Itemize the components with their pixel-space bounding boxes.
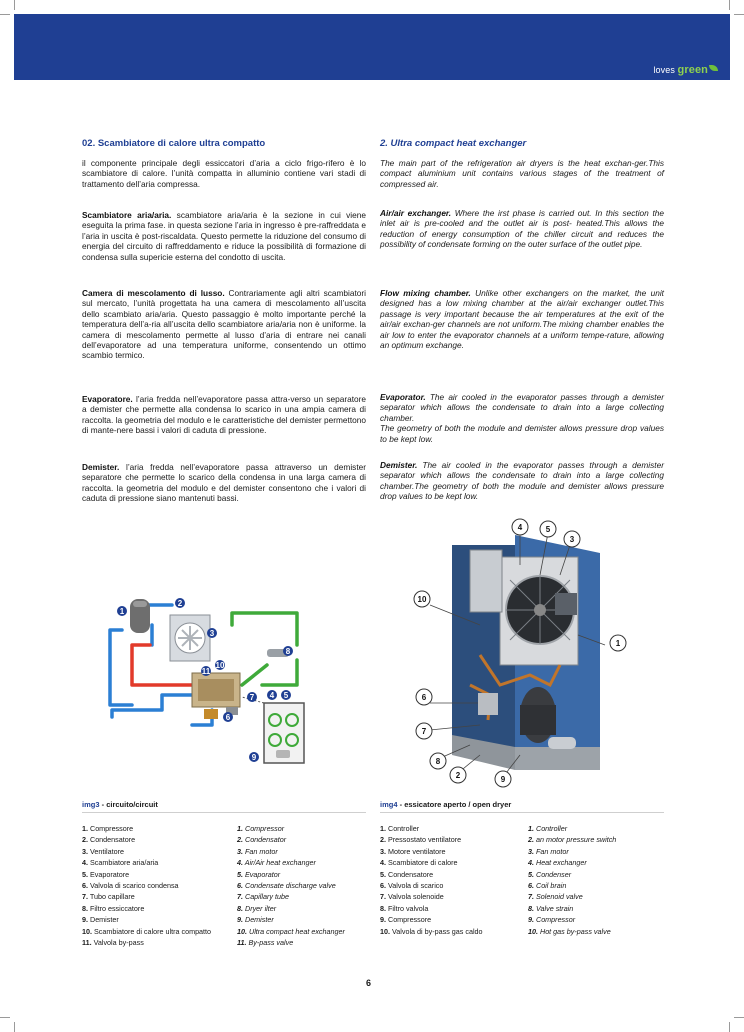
- legend-item-number: 10.: [380, 926, 390, 936]
- legend-item-number: 1.: [528, 824, 534, 833]
- legend-item-label: Evaporatore: [88, 869, 130, 879]
- legend-item-number: 2.: [528, 835, 534, 845]
- callout-6: 6: [421, 693, 427, 702]
- callout-3: 3: [209, 629, 215, 638]
- legend-item-number: 7.: [528, 892, 534, 902]
- legend-item-number: 1.: [82, 824, 88, 833]
- crop-mark: [14, 0, 15, 10]
- caption-divider: [380, 812, 664, 813]
- crop-mark: [734, 14, 744, 15]
- legend-item: [528, 914, 616, 925]
- legend-item-number: 2.: [237, 835, 243, 845]
- callout-9: 9: [500, 775, 506, 784]
- legend-item-number: 7.: [380, 892, 386, 902]
- paragraph-body: l’aria fredda nell’evaporatore passa attra-verso un separatore a demister che permette alla condensa lo scarico in una ampia camera di raccolta. la geometria del modulo e le caratteristiche del demister permettono di mante-nere bassi i valori di caduta di pressione.: [82, 394, 366, 436]
- paragraph-title: Scambiatore aria/aria.: [82, 210, 172, 220]
- crop-mark: [734, 1017, 744, 1018]
- legend-item: [237, 834, 345, 845]
- legend-item: [528, 891, 616, 902]
- legend-item: [380, 869, 483, 880]
- paragraph-demister: [380, 460, 664, 502]
- compressor-shape: [130, 599, 150, 633]
- figure-caption-right: [380, 800, 511, 809]
- paragraph-body: The air cooled in the evaporator passes through a demister separator which allows the condensate to drain into a large collecting chamber. The geometry of both the module and demister allows pressure drop values to be kept low.: [380, 392, 664, 444]
- legend-item-label: Compressor: [534, 915, 576, 925]
- legend-item-number: 6.: [237, 881, 243, 891]
- legend-left-english: [237, 823, 345, 948]
- legend-item: [237, 857, 345, 868]
- crop-mark: [729, 1022, 730, 1032]
- legend-item-number: 9.: [237, 915, 243, 925]
- legend-item-number: 9.: [380, 915, 386, 925]
- legend-item-label: Condenser: [534, 869, 572, 879]
- legend-item: [82, 937, 211, 948]
- legend-item-label: an motor pressure switch: [534, 835, 617, 845]
- legend-item-number: 9.: [82, 915, 88, 925]
- legend-item-label: Hot gas by-pass valve: [538, 926, 611, 936]
- legend-item-label: Filtro essiccatore: [88, 903, 145, 913]
- legend-item: [82, 834, 211, 845]
- paragraph-title: Demister.: [82, 462, 120, 472]
- legend-item-number: 5.: [380, 869, 386, 879]
- legend-item: [82, 914, 211, 925]
- brand-logo: [653, 64, 718, 76]
- callout-4: 4: [269, 691, 275, 700]
- callout-10: 10: [215, 661, 225, 670]
- legend-item-number: 8.: [82, 903, 88, 913]
- legend-item: [237, 846, 345, 857]
- legend-item: [82, 823, 211, 834]
- figure-caption-left: [82, 800, 158, 809]
- paragraph-title: Evaporatore.: [82, 394, 133, 404]
- caption-number: img4: [380, 800, 398, 809]
- callout-7: 7: [421, 727, 427, 736]
- circuit-diagram: [92, 585, 332, 775]
- legend-item-label: Filtro valvola: [386, 903, 429, 913]
- callout-3: 3: [569, 535, 575, 544]
- legend-item: [528, 834, 616, 845]
- paragraph-title: Camera di mescolamento di lusso.: [82, 288, 225, 298]
- legend-item: [528, 823, 616, 834]
- paragraph-body: Unlike other exchangers on the market, the unit designed has a low mixing chamber at the air/air exchanger outlet.This passage is very important because the air temperatures at the exit of the air/air exchan-ger channels are not uniform.The mixing chamber enables the air low to enter the evaporator channels at a uniform tempe-rature, allowing an optimum exchange.: [380, 288, 664, 351]
- legend-item: [237, 891, 345, 902]
- legend-item-label: Condensatore: [386, 869, 434, 879]
- page-number: 6: [366, 978, 372, 988]
- legend-item-label: Compressore: [386, 915, 432, 925]
- legend-item-number: 4.: [82, 858, 88, 868]
- leaf-icon: [709, 65, 718, 71]
- header-band: [14, 14, 730, 80]
- legend-item-number: 5.: [237, 869, 243, 879]
- paragraph-evaporator: [380, 392, 664, 444]
- legend-item-number: 1.: [237, 824, 243, 833]
- callout-5: 5: [545, 525, 551, 534]
- caption-text: essicatore aperto / open dryer: [404, 800, 512, 809]
- legend-item-label: Fan motor: [534, 846, 569, 856]
- legend-item-number: 5.: [528, 869, 534, 879]
- legend-item-label: Coil brain: [534, 881, 567, 891]
- legend-item-number: 9.: [528, 915, 534, 925]
- legend-item-label: Air/Air heat exchanger: [243, 858, 316, 868]
- caption-text: circuito/circuit: [106, 800, 158, 809]
- legend-item: [528, 903, 616, 914]
- legend-item-number: 2.: [82, 835, 88, 845]
- legend-item-number: 6.: [82, 881, 88, 891]
- legend-item: [237, 869, 345, 880]
- legend-item-number: 4.: [237, 858, 243, 868]
- legend-item: [237, 937, 345, 948]
- legend-right-italian: [380, 823, 483, 937]
- legend-item: [237, 823, 345, 834]
- legend-item-label: Valvola di by-pass gas caldo: [390, 926, 483, 936]
- callout-10: 10: [417, 595, 427, 604]
- heat-exchanger-shape: [192, 673, 240, 707]
- callout-7: 7: [249, 693, 255, 702]
- legend-item: [82, 891, 211, 902]
- legend-item: [380, 903, 483, 914]
- callout-8: 8: [285, 647, 291, 656]
- legend-item-number: 3.: [82, 846, 88, 856]
- legend-item: [528, 926, 616, 937]
- legend-item: [380, 914, 483, 925]
- caption-divider: [82, 812, 366, 813]
- legend-item-label: Valvola by-pass: [91, 938, 144, 948]
- legend-item-label: Evaporator: [243, 869, 281, 879]
- paragraph-body: Where the irst phase is carried out. In this section the inlet air is pre-cooled and the outlet air is post- heated.This allows the reduction of energy consumption of the chiller circuit and reduces the possibility of condensate forming on the outer surface of the outlet pipe.: [380, 208, 664, 250]
- crop-mark: [729, 0, 730, 10]
- paragraph-body: Contrariamente agli altri scambiatori sul mercato, l’unità progettata ha una camera di mescolamento all’uscita dello scambiato aria/aria. Questo passaggio è molto importante perché la temperatura dell’a-ria all’uscita dello scambiatore aria/aria non è uniforme. la camera di mescolamento permette al lusso d’aria di entrare nei canali dell’evaporatore ad una temperatura uniforme, consentendo un ottimo scambio termico.: [82, 288, 366, 361]
- paragraph-body: The air cooled in the evaporator passes through a demister separator which allows the condensate to drain into a large collecting chamber.The geometry of both the module and demister allows pressure drop values to be kept low.: [380, 460, 664, 502]
- legend-item-number: 2.: [380, 835, 386, 845]
- callout-2: 2: [177, 599, 183, 608]
- callout-2: 2: [455, 771, 461, 780]
- legend-item-number: 8.: [528, 903, 534, 913]
- legend-item-label: Fan motor: [243, 846, 278, 856]
- callout-9: 9: [251, 753, 257, 762]
- legend-item-number: 7.: [82, 892, 88, 902]
- legend-item: [82, 857, 211, 868]
- callout-1: 1: [615, 639, 621, 648]
- legend-item-label: Ultra compact heat exchanger: [247, 926, 345, 936]
- legend-item-number: 8.: [237, 903, 243, 913]
- legend-item-label: Dryer ilter: [243, 903, 277, 913]
- legend-item: [528, 880, 616, 891]
- paragraph-title: Demister.: [380, 460, 418, 470]
- legend-item-label: Valvola solenoide: [386, 892, 444, 902]
- caption-number: img3: [82, 800, 100, 809]
- legend-item-label: Capillary tube: [243, 892, 289, 902]
- paragraph-title: Flow mixing chamber.: [380, 288, 471, 298]
- legend-item-label: Condensatore: [88, 835, 136, 845]
- paragraph-intro: The main part of the refrigeration air dryers is the heat exchan-ger.This compact aluminium unit contains various stages of the treatment of compressed air.: [380, 158, 664, 189]
- legend-left-italian: [82, 823, 211, 948]
- callout-1: 1: [119, 607, 125, 616]
- column-english: [380, 138, 664, 502]
- crop-mark: [0, 14, 10, 15]
- callout-4: 4: [517, 523, 523, 532]
- legend-item-label: Valvola di scarico: [386, 881, 444, 891]
- legend-item-label: Valve strain: [534, 903, 574, 913]
- legend-item-number: 6.: [528, 881, 534, 891]
- legend-item-label: Motore ventilatore: [386, 846, 446, 856]
- paragraph-body: scambiatore aria/aria è la sezione in cui viene eseguita la prima fase. in questa sezione l’aria in ingresso è pre-raffreddata e l’aria in uscita è post-riscaldata. Questo permette la riduzione del consumo di energia del circuito di raffreddamento e riduce la possibilità di formazione di condensa sulla supericie esterna del condotto di uscita.: [82, 210, 366, 262]
- legend-item: [528, 846, 616, 857]
- legend-item: [380, 891, 483, 902]
- legend-item-label: Condensator: [243, 835, 287, 845]
- compressor-shape: [520, 687, 556, 743]
- legend-item: [82, 903, 211, 914]
- column-italian: [82, 138, 366, 504]
- legend-item-label: Ventilatore: [88, 846, 124, 856]
- paragraph-title: Evaporator.: [380, 392, 426, 402]
- legend-item-label: Demister: [243, 915, 274, 925]
- section-heading: 02. Scambiatore di calore ultra compatto: [82, 138, 266, 149]
- legend-item: [380, 857, 483, 868]
- crop-mark: [0, 1017, 10, 1018]
- crop-mark: [14, 1022, 15, 1032]
- section-heading: 2. Ultra compact heat exchanger: [380, 138, 527, 149]
- legend-item: [237, 880, 345, 891]
- paragraph-intro: il componente principale degli essiccatori d’aria a ciclo frigo-rifero è lo scambiatore di calore. l’unità compatta in alluminio contiene vari stadi di trattamento dell’aria compressa.: [82, 158, 366, 189]
- legend-item-label: By-pass valve: [246, 938, 294, 948]
- legend-item: [237, 926, 345, 937]
- paragraph-body: l’aria fredda nell’evaporatore passa attraverso un demister separatore che permette lo scarico della condensa in una larga camera di raccolta. la geometria del modulo e del demister consentono che i valori di caduta di pressione siano mantenuti bassi.: [82, 462, 366, 504]
- caption-separator: -: [99, 800, 107, 809]
- legend-item-label: Compressor: [243, 824, 285, 833]
- legend-item-label: Controller: [386, 824, 420, 833]
- legend-item-label: Solenoid valve: [534, 892, 583, 902]
- legend-item-number: 3.: [380, 846, 386, 856]
- legend-item-number: 3.: [528, 846, 534, 856]
- legend-item-label: Controller: [534, 824, 568, 833]
- legend-item-number: 11.: [237, 938, 247, 948]
- legend-item-number: 4.: [380, 858, 386, 868]
- condenser-shape: [170, 615, 210, 661]
- callout-5: 5: [283, 691, 289, 700]
- legend-item-number: 3.: [237, 846, 243, 856]
- legend-item: [380, 926, 483, 937]
- callout-11: 11: [201, 667, 211, 676]
- legend-item-number: 1.: [380, 824, 386, 833]
- dryer-cutaway: [400, 515, 640, 790]
- callout-6: 6: [225, 713, 231, 722]
- legend-item: [528, 857, 616, 868]
- caption-separator: -: [397, 800, 405, 809]
- legend-item: [237, 903, 345, 914]
- legend-item-number: 5.: [82, 869, 88, 879]
- legend-item-number: 4.: [528, 858, 534, 868]
- paragraph-mixing: [380, 288, 664, 350]
- paragraph-mixing: [82, 288, 366, 361]
- legend-item: [237, 914, 345, 925]
- legend-item-label: Pressostato ventilatore: [386, 835, 462, 845]
- brand-prefix: loves: [653, 65, 675, 75]
- paragraph-air-air: [82, 210, 366, 262]
- legend-item-label: Compressore: [88, 824, 134, 833]
- legend-item: [82, 869, 211, 880]
- legend-item-number: 10.: [528, 926, 538, 936]
- legend-item-label: Tubo capillare: [88, 892, 135, 902]
- legend-item-label: Valvola di scarico condensa: [88, 881, 179, 891]
- legend-item: [82, 846, 211, 857]
- legend-item-number: 8.: [380, 903, 386, 913]
- legend-item-label: Condensate discharge valve: [243, 881, 336, 891]
- legend-right-english: [528, 823, 616, 937]
- paragraph-title: Air/air exchanger.: [380, 208, 452, 218]
- legend-item: [82, 926, 211, 937]
- brand-accent: green: [677, 64, 708, 76]
- legend-item: [380, 823, 483, 834]
- legend-item: [528, 869, 616, 880]
- legend-item-label: Scambiatore aria/aria: [88, 858, 159, 868]
- legend-item-number: 10.: [82, 926, 92, 936]
- legend-item: [380, 834, 483, 845]
- legend-item-number: 11.: [82, 938, 92, 948]
- legend-item-number: 10.: [237, 926, 247, 936]
- legend-item-label: Scambiatore di calore ultra compatto: [92, 926, 212, 936]
- paragraph-evaporator: [82, 394, 366, 436]
- legend-item-label: Heat exchanger: [534, 858, 587, 868]
- legend-item-label: Scambiatore di calore: [386, 858, 458, 868]
- legend-item: [380, 880, 483, 891]
- callout-8: 8: [435, 757, 441, 766]
- paragraph-demister: [82, 462, 366, 504]
- legend-item-number: 7.: [237, 892, 243, 902]
- legend-item-label: Demister: [88, 915, 119, 925]
- paragraph-air-air: [380, 208, 664, 250]
- legend-item-number: 6.: [380, 881, 386, 891]
- legend-item: [380, 846, 483, 857]
- legend-item: [82, 880, 211, 891]
